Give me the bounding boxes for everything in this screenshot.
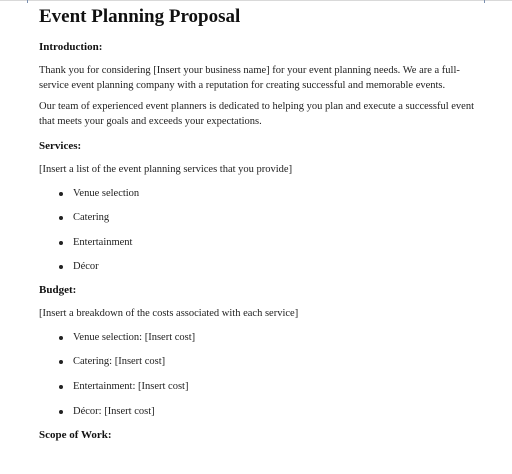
services-section [39,139,489,274]
document-title: Event Planning Proposal [39,6,241,27]
budget-section [39,283,489,418]
document-body [39,4,489,442]
list-item [39,260,489,274]
introduction-paragraph: Our team of experienced event planners is dedicated to helping you plan and execute a successful event that meets your goals and exceeds your expectations. [39,101,474,127]
list-item [39,236,489,250]
bullet-icon [59,385,63,389]
budget-item-label: Venue selection: [Insert cost] [73,331,196,343]
budget-item-label: Catering: [Insert cost] [73,356,166,368]
list-item [39,187,489,201]
services-list [39,187,489,275]
budget-item-label: Entertainment: [Insert cost] [73,380,189,392]
list-item [39,355,489,369]
budget-item-label: Décor: [Insert cost] [73,405,155,417]
scope-section [39,428,489,442]
page-corner-mark-right [484,0,485,3]
introduction-paragraph: Thank you for considering [Insert your business name] for your event planning needs. We are a full-service event planning company with a reputation for creating successful and memorable events. [39,65,460,91]
bullet-icon [59,192,63,196]
scope-heading: Scope of Work: [39,428,112,441]
services-intro: [Insert a list of the event planning services that you provide] [39,164,293,175]
page-top-border [0,0,512,1]
bullet-icon [59,336,63,340]
introduction-heading: Introduction: [39,41,103,53]
list-item [39,405,489,419]
service-item-label: Catering [73,212,110,224]
list-item [39,380,489,394]
service-item-label: Venue selection [73,187,140,199]
introduction-section [39,40,489,129]
service-item-label: Décor [73,261,99,273]
bullet-icon [59,360,63,364]
service-item-label: Entertainment [73,236,133,248]
bullet-icon [59,241,63,245]
list-item [39,331,489,345]
bullet-icon [59,265,63,269]
budget-intro: [Insert a breakdown of the costs associated with each service] [39,308,299,320]
budget-heading: Budget: [39,284,77,297]
page-corner-mark-left [27,0,28,3]
list-item [39,211,489,225]
bullet-icon [59,216,63,220]
bullet-icon [59,410,63,414]
services-heading: Services: [39,140,82,152]
budget-list [39,331,489,419]
